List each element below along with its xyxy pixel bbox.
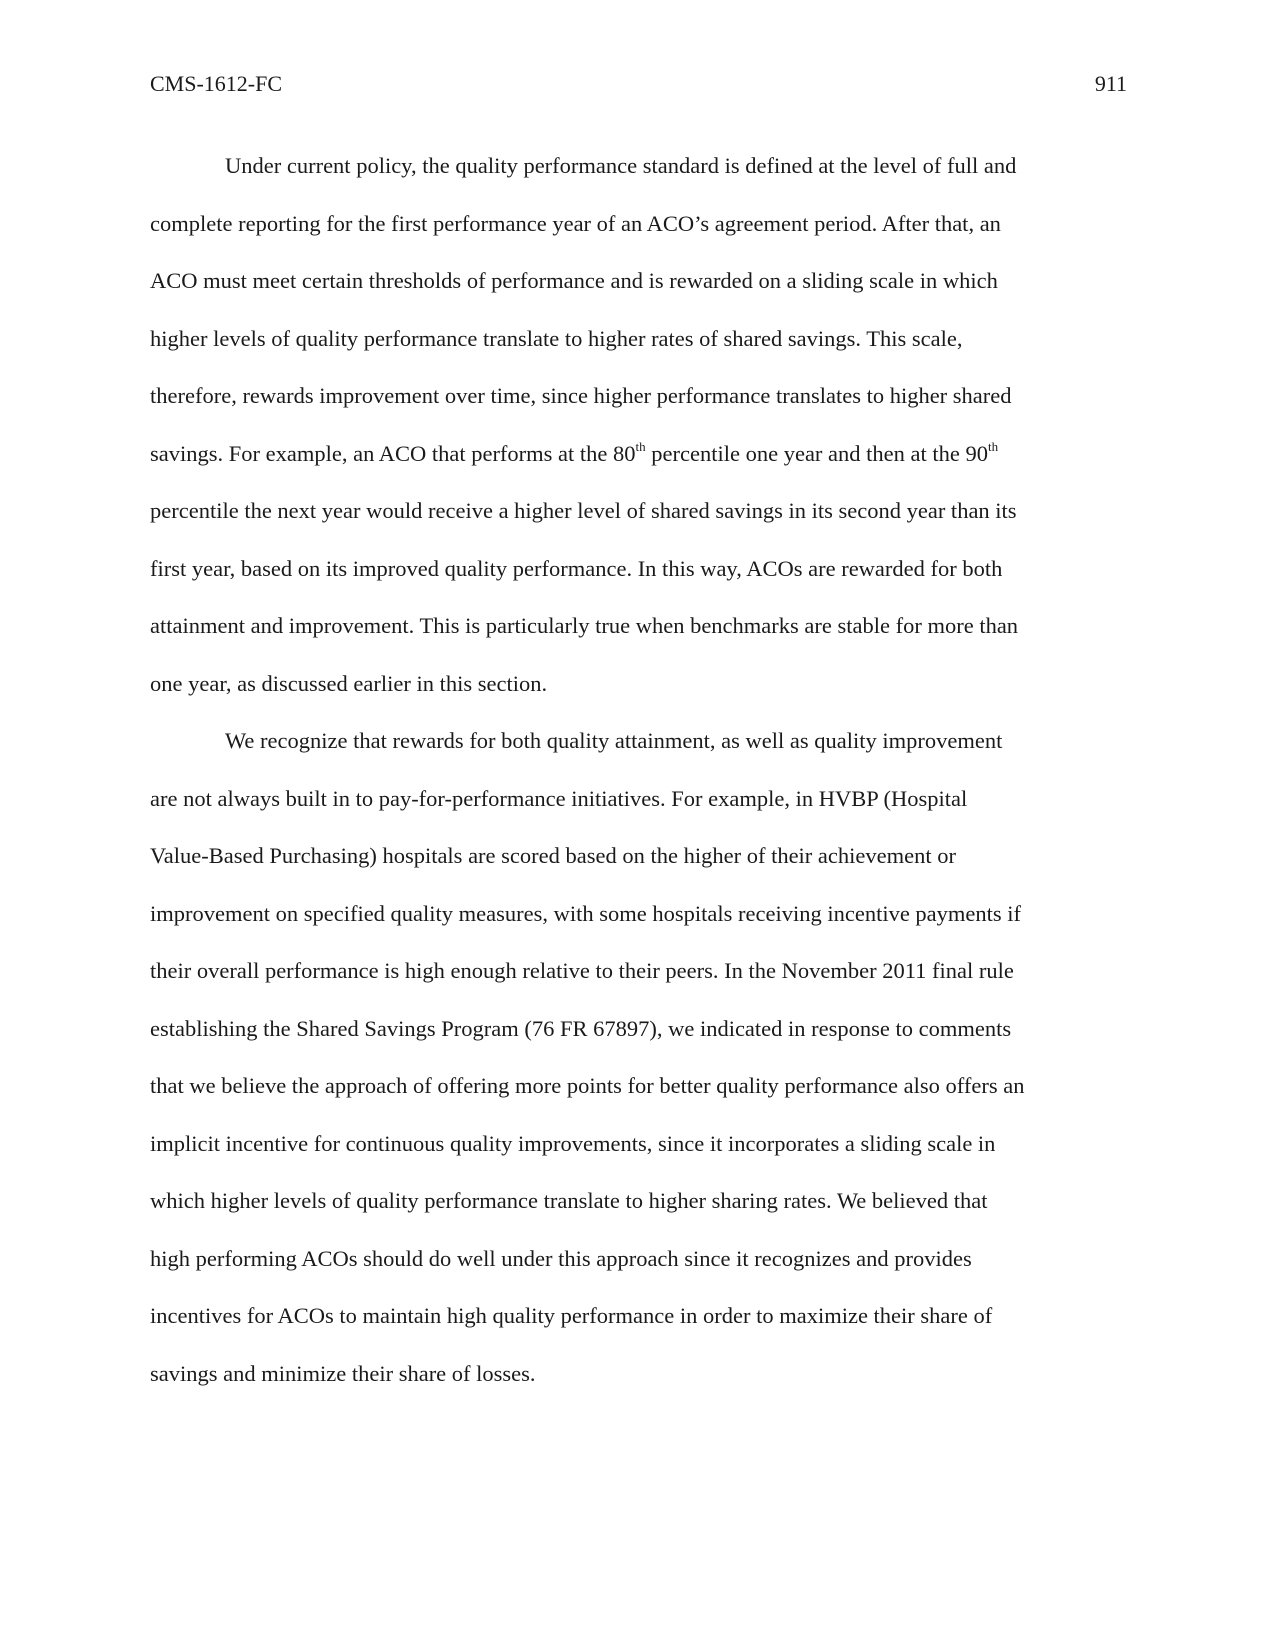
line-6-text-b: percentile one year and then at the 90 <box>645 440 989 466</box>
paragraph-2-line-7: that we believe the approach of offering more points for better quality performance also offers an <box>150 1073 1025 1098</box>
paragraph-1-line-10: one year, as discussed earlier in this section. <box>150 670 548 696</box>
paragraph-1-line-9: attainment and improvement. This is particularly true when benchmarks are stable for more than <box>150 613 1019 638</box>
paragraph-2-line-11: incentives for ACOs to maintain high quality performance in order to maximize their share of <box>150 1303 993 1328</box>
paragraph-1-line-2: complete reporting for the first performance year of an ACO’s agreement period. After that, an <box>150 210 1001 236</box>
paragraph-2-line-4: improvement on specified quality measures, with some hospitals receiving incentive payments if <box>150 900 1022 926</box>
paragraph-2-line-1: We recognize that rewards for both quality attainment, as well as quality improvement <box>225 728 1003 753</box>
document-body <box>150 137 1130 1402</box>
paragraph-2-line-9: which higher levels of quality performance translate to higher sharing rates. We believed that <box>150 1188 988 1213</box>
paragraph-2-line-10: high performing ACOs should do well under this approach since it recognizes and provides <box>150 1245 972 1271</box>
paragraph-2-line-12: savings and minimize their share of losses. <box>150 1360 536 1386</box>
paragraph-2-line-5: their overall performance is high enough relative to their peers. In the November 2011 final rule <box>150 958 1014 983</box>
page-number: 911 <box>1094 71 1127 96</box>
paragraph-2-line-6: establishing the Shared Savings Program (76 FR 67897), we indicated in response to comments <box>150 1015 1012 1041</box>
paragraph-1-line-3: ACO must meet certain thresholds of performance and is rewarded on a sliding scale in which <box>150 268 998 293</box>
ordinal-suffix-80th: th <box>635 438 646 454</box>
line-6-text-a: savings. For example, an ACO that performs at the 80 <box>150 440 636 466</box>
page-header <box>150 71 1127 111</box>
ordinal-suffix-90th: th <box>988 438 999 454</box>
paragraph-1-line-7: percentile the next year would receive a higher level of shared savings in its second year than its <box>150 498 1017 523</box>
paragraph-1-line-5: therefore, rewards improvement over time, since higher performance translates to higher shared <box>150 383 1012 408</box>
paragraph-1-line-1: Under current policy, the quality performance standard is defined at the level of full and <box>225 153 1017 178</box>
paragraph-2-line-3: Value-Based Purchasing) hospitals are scored based on the higher of their achievement or <box>150 843 956 868</box>
paragraph-1-line-6 <box>150 425 1130 483</box>
paragraph-2-line-8: implicit incentive for continuous quality improvements, since it incorporates a sliding scale in <box>150 1130 996 1156</box>
paragraph-2-line-2: are not always built in to pay-for-performance initiatives. For example, in HVBP (Hospital <box>150 785 968 811</box>
document-id: CMS-1612-FC <box>150 71 283 96</box>
paragraph-1-line-4: higher levels of quality performance translate to higher rates of shared savings. This scale, <box>150 325 963 351</box>
paragraph-1-line-8: first year, based on its improved quality performance. In this way, ACOs are rewarded for both <box>150 555 1003 581</box>
